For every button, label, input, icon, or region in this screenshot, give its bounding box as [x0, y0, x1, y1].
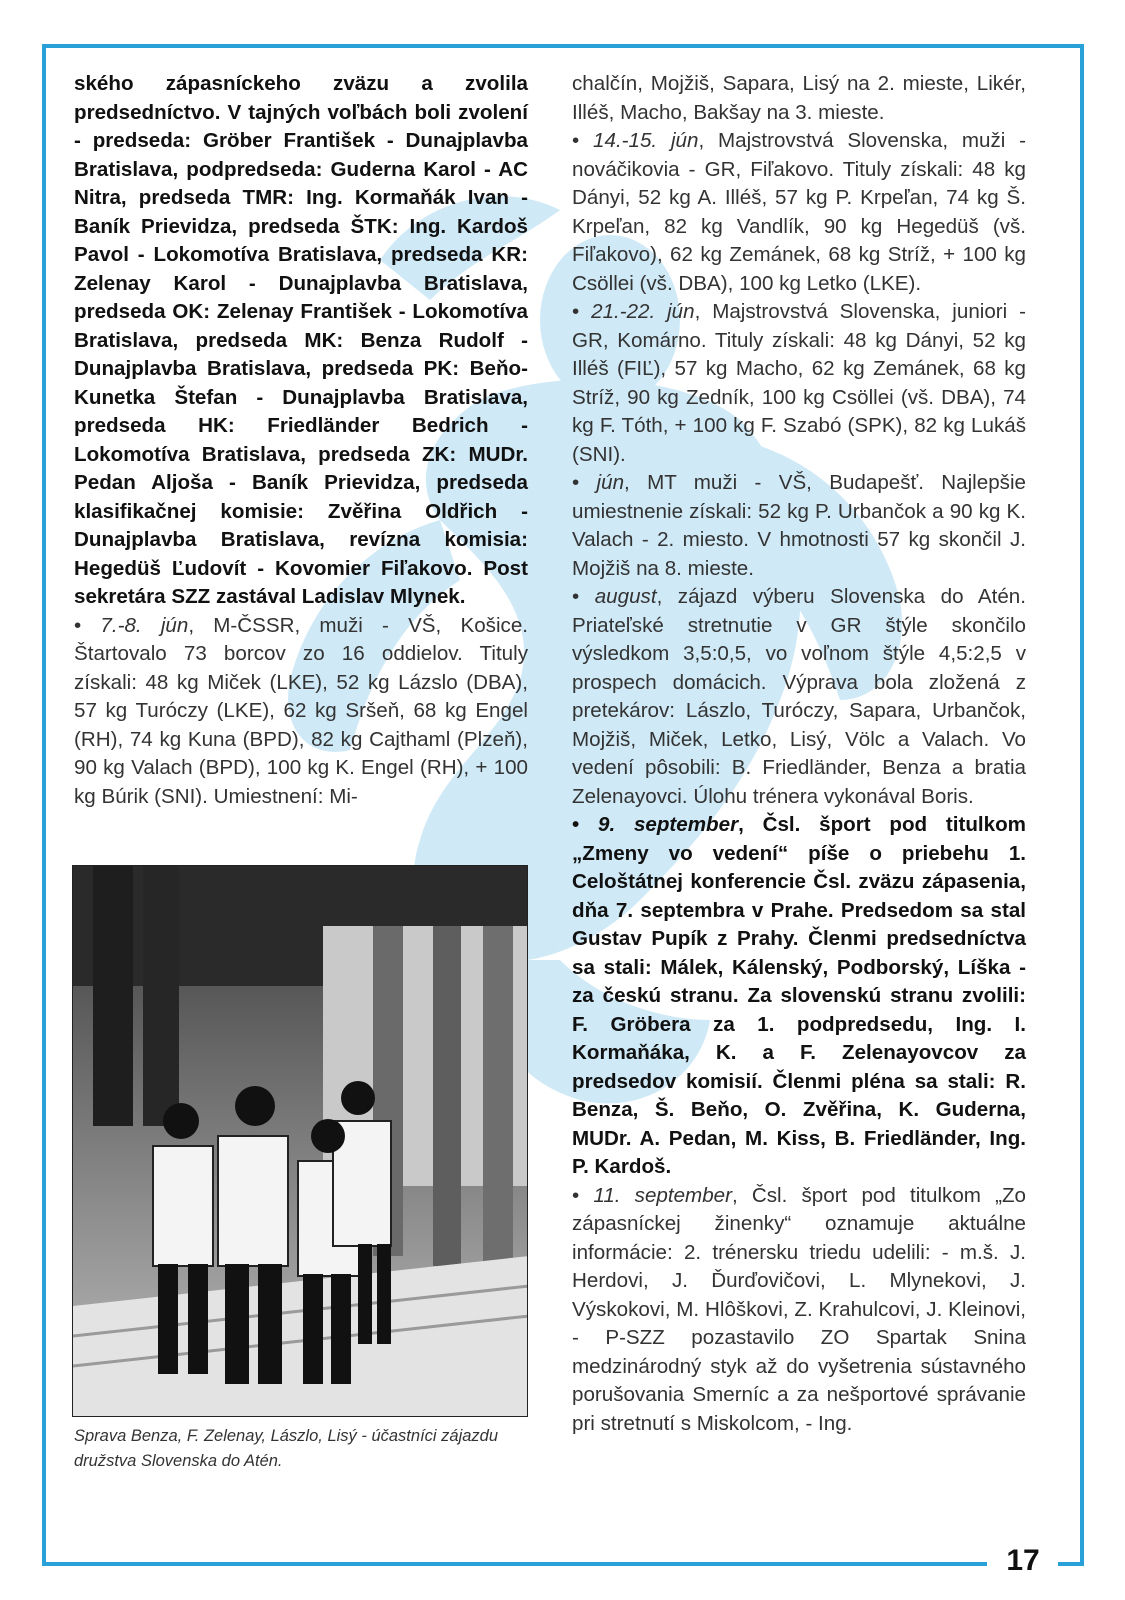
bullet: • [572, 300, 580, 323]
photo-caption: Sprava Benza, F. Zelenay, Lászlo, Lisý - účastníci zájazdu družstva Slovenska do Atén. [74, 1427, 499, 1470]
item-date: 11. september [593, 1183, 732, 1207]
list-item [572, 469, 1026, 583]
item-date: august [594, 585, 657, 608]
item-date: 9. september [598, 813, 739, 836]
list-item [572, 1182, 1026, 1439]
list-item [572, 298, 1026, 469]
item-date: 14.-15. jún [593, 129, 699, 152]
athens-photo-image [73, 866, 528, 1417]
item-text: , Majstrovstvá Slovenska, juniori - GR, Komárno. Tituly získali: 48 kg Dányi, 52 kg Illéš (FIĽ), 57 kg Macho, 62 kg Zemánek, 68 kg Stríž, 90 kg Zedník, 100 kg Csöllei (vš. DBA), 74 kg F. Tóth, + 100 kg F. Szabó (SPK), 82 kg Lukáš (SNI). [572, 300, 1026, 466]
list-item [572, 583, 1026, 811]
bullet: • [572, 129, 580, 152]
bullet: • [572, 585, 580, 608]
item-date: 7.-8. jún [100, 613, 189, 637]
left-column [74, 70, 528, 811]
item-text: , zájazd výberu Slovenska do Atén. Priateľské stretnutie v GR štýle skončilo výsledkom 3,5:0,5, vo voľnom štýle 4,5:2,5 v prospech domácich. Výprava bola zložená z pretekárov: Lászlo, Turóczy, Sapara, Urbančok, Mojžiš, Miček, Letko, Lisý, Völc a Valach. Vo vedení pôsobili: B. Friedländer, Benza a bratia Zelenayovci. Úlohu trénera vykonával Boris. [572, 585, 1026, 808]
frame-bottom-line-right [1058, 1562, 1084, 1566]
list-item [572, 127, 1026, 298]
list-item: chalčín, Mojžiš, Sapara, Lisý na 2. mieste, Likér, Illéš, Macho, Bakšay na 3. mieste. [572, 72, 1026, 124]
committee-paragraph: ského zápasníckeho zväzu a zvolila predsedníctvo. V tajných voľbách boli zvolení - predseda: Gröber František - Dunajplavba Bratislava, podpredseda: Guderna Karol - AC Nitra, predseda TMR: Ing. Kormaňák Ivan - Baník Prievidza, predseda ŠTK: Ing. Kardoš Pavol - Lokomotíva Bratislava, predseda KR: Zelenay Karol - Dunajplavba Bratislava, predseda OK: Zelenay František - Lokomotíva Bratislava, predseda MK: Benza Rudolf - Dunajplavba Bratislava, predseda PK: Beňo-Kunetka Štefan - Dunajplavba Bratislava, predseda HK: Friedländer Bedrich - Lokomotíva Bratislava, predseda ZK: MUDr. Pedan Aljoša - Baník Prievidza, predseda klasifikačnej komisie: Zvěřina Oldřich - Dunajplavba Bratislava, revízna komisia: Hegedüš Ľudovít - Kovomier Fiľakovo. Post sekretára SZZ zastával Ladislav Mlynek. [74, 72, 528, 608]
item-text: , Čsl. šport pod titulkom „Zo zápasníckej žinenky“ oznamuje aktuálne informácie: 2. trénersku triedu udelili: - m.š. J. Herdovi, J. Ďurďovičovi, L. Mlynekovi, J. Výskokovi, M. Hlôškovi, Z. Krahulcovi, J. Kleinovi, - P-SZZ pozastavilo ZO Spartak Snina medzinárodný styk až do vyšetrenia sústavného porušovania Smerníc a za nešportové správanie pri stretnutí s Miskolcom, - Ing. [572, 1183, 1026, 1435]
bullet: • [572, 471, 580, 494]
group-photo [72, 865, 528, 1417]
bullet: • [74, 613, 82, 637]
item-text: , MT muži - VŠ, Budapešť. Najlepšie umiestnenie získali: 52 kg P. Urbančok a 90 kg K. Valach - 2. miesto. V hmotnosti 57 kg skončil J. Mojžiš na 8. mieste. [572, 471, 1026, 580]
page-number: 17 [990, 1538, 1056, 1584]
bullet: • [572, 813, 580, 836]
item-date: 21.-22. jún [591, 300, 695, 323]
item-text: , Majstrovstvá Slovenska, muži - nováčikovia - GR, Fiľakovo. Tituly získali: 48 kg Dányi, 52 kg A. Illéš, 57 kg P. Krpeľan, 74 kg Š. Krpeľan, 82 kg Vandlík, 90 kg Hegedüš (vš. Fiľakovo), 62 kg Zemánek, 68 kg Stríž, + 100 kg Csöllei (vš. DBA), 100 kg Letko (LKE). [572, 129, 1027, 295]
list-item [74, 612, 528, 812]
bullet: • [572, 1183, 580, 1207]
item-date: jún [596, 471, 625, 494]
item-text: , M-ČSSR, muži - VŠ, Košice. Štartovalo 73 borcov zo 16 oddielov. Tituly získali: 48 kg Miček (LKE), 52 kg Lázslo (DBA), 57 kg Turóczy (LKE), 62 kg Sršeň, 68 kg Engel (RH), 74 kg Kuna (BPD), 82 kg Cajthaml (Plzeň), 90 kg Valach (BPD), 100 kg K. Engel (RH), + 100 kg Búrik (SNI). Umiestnení: Mi- [74, 613, 528, 808]
list-item [572, 811, 1026, 1182]
item-text: , Čsl. šport pod titulkom „Zmeny vo vedení“ píše o priebehu 1. Celoštátnej konferencie Čsl. zväzu zápasenia, dňa 7. septembra v Prahe. Predsedom sa stal Gustav Pupík z Prahy. Členmi predsedníctva sa stali: Málek, Kálenský, Podborský, Líška - za českú stranu. Za slovenskú stranu zvolili: F. Gröbera za 1. podpredsedu, Ing. I. Kormaňáka, K. a F. Zelenayovcov za predsedov komisií. Členmi pléna sa stali: R. Benza, Š. Beňo, O. Zvěřina, K. Guderna, MUDr. A. Pedan, M. Kiss, B. Friedländer, Ing. P. Kardoš. [572, 813, 1026, 1178]
frame-bottom-line [42, 1562, 987, 1566]
right-column [572, 70, 1026, 1438]
